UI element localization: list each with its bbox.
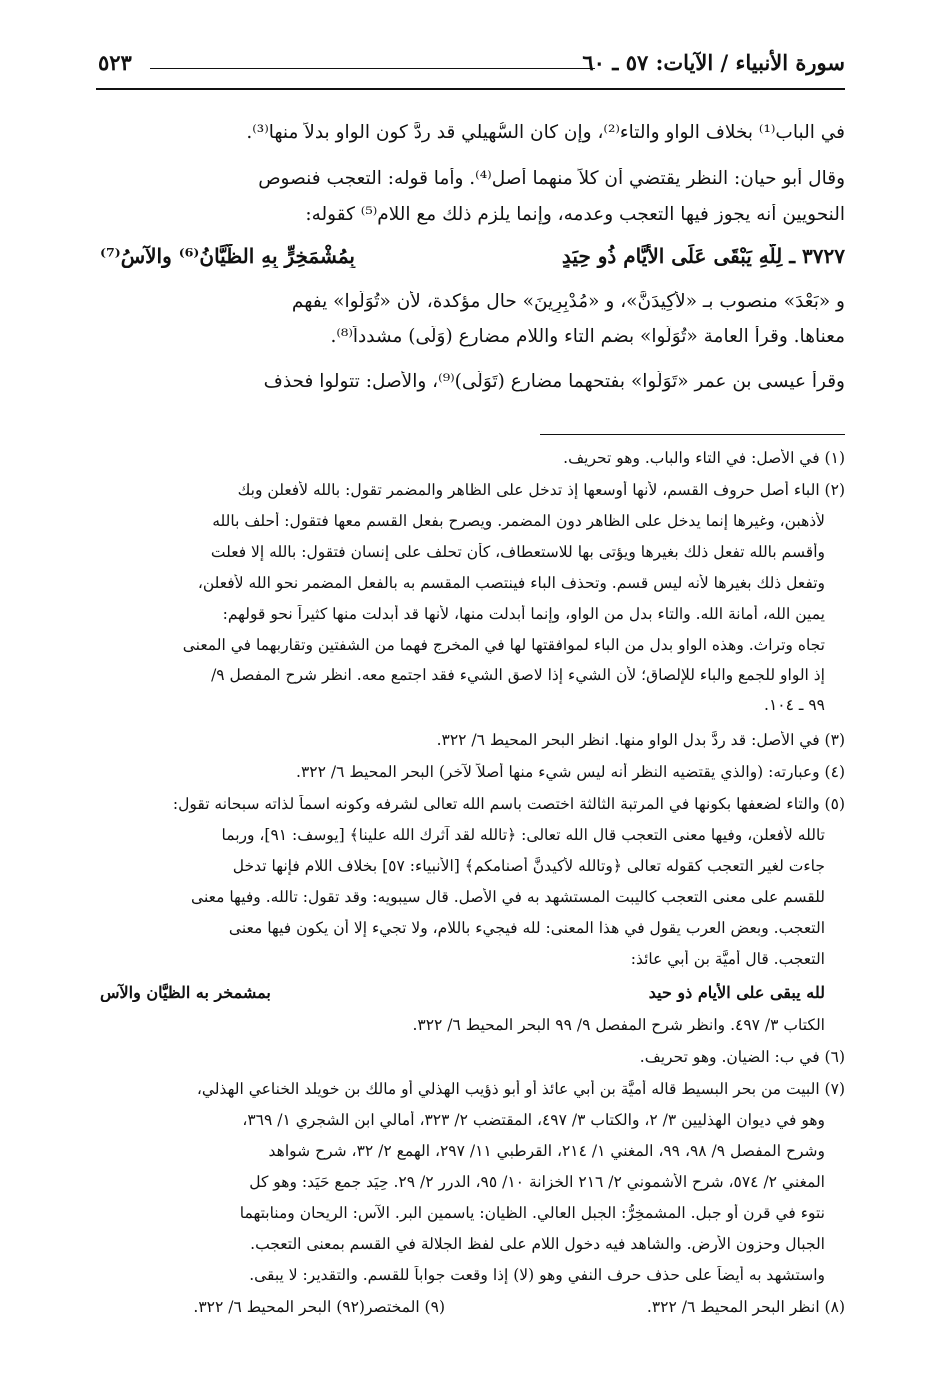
footnote-5-poem <box>100 983 825 1002</box>
verse-hemistich-first: ٣٧٢٧ ـ لِلَّهِ يَبْقَى عَلَى الأَيَّامِ ذُو حِيَدٍ <box>561 244 845 268</box>
footnote-2-line: وتفعل ذلك بغيرها لأنه ليس قسم. وتحذف الباء فينتصب المقسم به بالفعل المضمر نحو الله لأفعلن، <box>197 574 825 592</box>
footnote-5-line: تالله لأفعلن، وفيها معنى التعجب قال الله تعالى: ﴿تالله لقد آثرك الله علينا﴾ [يوسف: ٩١]، وربما <box>221 826 825 844</box>
running-header-title: سورة الأنبياء / الآيات: ٥٧ ـ ٦٠ <box>582 50 845 75</box>
header-rule <box>96 88 845 90</box>
poem-hemistich-second: بمشمخر به الظيَّان والآس <box>100 983 271 1002</box>
footnote-5-line: (٥) والتاء لضعفها بكونها في المرتبة الثالثة اختصت باسم الله تعالى لشرفه وكونه اسماً لذاته سبحانه تقول: <box>172 795 845 813</box>
footnote-1: (١) في الأصل: في التاء والباب. وهو تحريف. <box>563 449 845 467</box>
footnote-4: (٤) وعبارته: (والذي يقتضيه النظر أنه ليس شيء منها أصلاً لآخر) البحر المحيط ٦/ ٣٢٢. <box>296 763 845 781</box>
footnote-2-line: لأذهبن، وغيرها إنما يدخل على الظاهر دون المضمر. ويصرح بفعل القسم معها فتقول: أحلف بالله <box>212 512 825 530</box>
footnote-5-line: التعجب. قال أميَّة بن أبي عائذ: <box>630 950 825 968</box>
footnote-separator <box>540 434 845 435</box>
header-leader-line <box>150 68 595 69</box>
footnote-6: (٦) في ب: الضيان. وهو تحريف. <box>639 1048 845 1066</box>
footnote-7-line: (٧) البيت من بحر البسيط قاله أميَّة بن أبي عائذ أو أبو ذؤيب الهذلي أو مالك بن خويلد الخناعي الهذلي، <box>196 1080 845 1098</box>
footnote-7-line: وشرح المفصل ٩/ ٩٨، ٩٩، المغني ١/ ٢١٤، القرطبي ١١/ ٢٩٧، الهمع ٢/ ٣٢، شرح شواهد <box>268 1142 825 1160</box>
footnote-7-line: وهو في ديوان الهذليين ٣/ ٢، والكتاب ٣/ ٤٩٧، المقتضب ٢/ ٣٢٣، أمالي ابن الشجري ١/ ٣٦٩، <box>242 1111 825 1129</box>
footnote-3: (٣) في الأصل: قد ردَّ بدل الواو منها. انظر البحر المحيط ٦/ ٣٢٢. <box>436 731 845 749</box>
footnote-2-line: إذ الواو للجمع والباء للإلصاق؛ لأن الشيء إذا لاصق الشيء فقد اجتمع معه. انظر شرح المفصل ٩/ <box>211 666 825 684</box>
body-line: وقال أبو حيان: النظر يقتضي أن كلاً منهما أصل⁽⁴⁾. وأما قوله: التعجب فنصوص <box>258 168 845 189</box>
footnote-2-line: تجاه وتراث. وهذه الواو بدل من الباء لموافقتها لها في المخرج فهما من الشفتين وتقاربهما في المعنى <box>182 636 825 654</box>
body-line: معناها. وقرأ العامة «تُوَلُّوا» بضم التاء واللام مضارع (وَلَّى) مشدداً⁽⁸⁾. <box>330 326 845 347</box>
verse-line <box>100 244 845 268</box>
footnote-9: (٩) المختصر(٩٢) البحر المحيط ٦/ ٣٢٢. <box>193 1298 445 1316</box>
body-line: النحويين أنه يجوز فيها التعجب وعدمه، وإنما يلزم ذلك مع اللام⁽⁵⁾ كقوله: <box>305 204 845 225</box>
footnote-7-line: الجبال وحزون الأرض. والشاهد فيه دخول اللام على لفظ الجلالة في القسم بمعنى التعجب. <box>250 1235 825 1253</box>
body-line: وقرأ عيسى بن عمر «تَوَلَّوا» بفتحهما مضارع (تَوَلَّى)⁽⁹⁾، والأصل: تتولوا فحذف <box>263 371 845 392</box>
verse-hemistich-second: بِمُشْمَخِرٍّ بِهِ الظَّيَّانُ⁽⁶⁾ والآسُ⁽⁷⁾ <box>100 244 355 268</box>
footnote-5-line: التعجب. وبعض العرب يقول في هذا المعنى: لله فيجيء باللام، ولا تجيء إلا أن يكون فيها معنى <box>228 919 825 937</box>
footnote-5-line: جاءت لغير التعجب كقوله تعالى ﴿وتالله لأكيدنَّ أصنامكم﴾ [الأنبياء: ٥٧] بخلاف اللام فإنها تدخل <box>232 857 825 875</box>
footnote-8: (٨) انظر البحر المحيط ٦/ ٣٢٢. <box>646 1298 845 1316</box>
footnote-2-line: ٩٩ ـ ١٠٤. <box>764 696 825 714</box>
footnote-5-line: للقسم على معنى التعجب كاليبت المستشهد به في الأصل. قال سيبويه: وقد تقول: تالله. وفيها معنى <box>191 888 825 906</box>
page-number: ٥٢٣ <box>98 50 132 75</box>
poem-hemistich-first: لله يبقى على الأيام ذو حيد <box>648 983 825 1002</box>
body-line: في الباب⁽¹⁾ بخلاف الواو والتاء⁽²⁾، وإن كان السُّهيلي قد ردَّ كون الواو بدلاً منها⁽³⁾. <box>246 122 845 143</box>
footnote-2-line: يمين الله، أمانة الله. والتاء بدل من الواو، وإنما أبدلت منها، لأنها قد أبدلت منها كثيراً نحو قولهم: <box>222 605 825 623</box>
footnote-7-line: المغني ٢/ ٥٧٤، شرح الأشموني ٢/ ٢١٦ الخزانة ١٠/ ٩٥، الدرر ٢/ ٢٩. حِيَد جمع حَيَد: وهو كل <box>249 1173 825 1191</box>
footnote-2-line: (٢) الباء أصل حروف القسم، لأنها أوسعها إذ تدخل على الظاهر والمضمر تقول: بالله لأفعلن وبك <box>237 481 845 499</box>
footnote-7-line: واستشهد به أيضاً على حذف حرف النفي وهو (لا) إذا وقعت جواباً للقسم. والتقدير: لا يبقى. <box>249 1266 825 1284</box>
footnote-2-line: وأقسم بالله تفعل ذلك بغيرها ويؤتى بها للاستعطاف، كأن تحلف على إنسان فتقول: بالله إلا فعلت <box>210 543 825 561</box>
body-line: و «بَعْدَ» منصوب بـ «لأَكِيدَنَّ»، و «مُدْبِرِينَ» حال مؤكدة، لأن «تُوَلُّوا» يفهم <box>291 291 845 312</box>
footnote-7-line: نتوء في قرن أو جبل. المشمخِرُّ: الجبل العالي. الظيان: ياسمين البر. الآس: الريحان ومنابتهما <box>239 1204 825 1222</box>
footnote-5-end: الكتاب ٣/ ٤٩٧. وانظر شرح المفصل ٩/ ٩٩ البحر المحيط ٦/ ٣٢٢. <box>412 1016 825 1034</box>
